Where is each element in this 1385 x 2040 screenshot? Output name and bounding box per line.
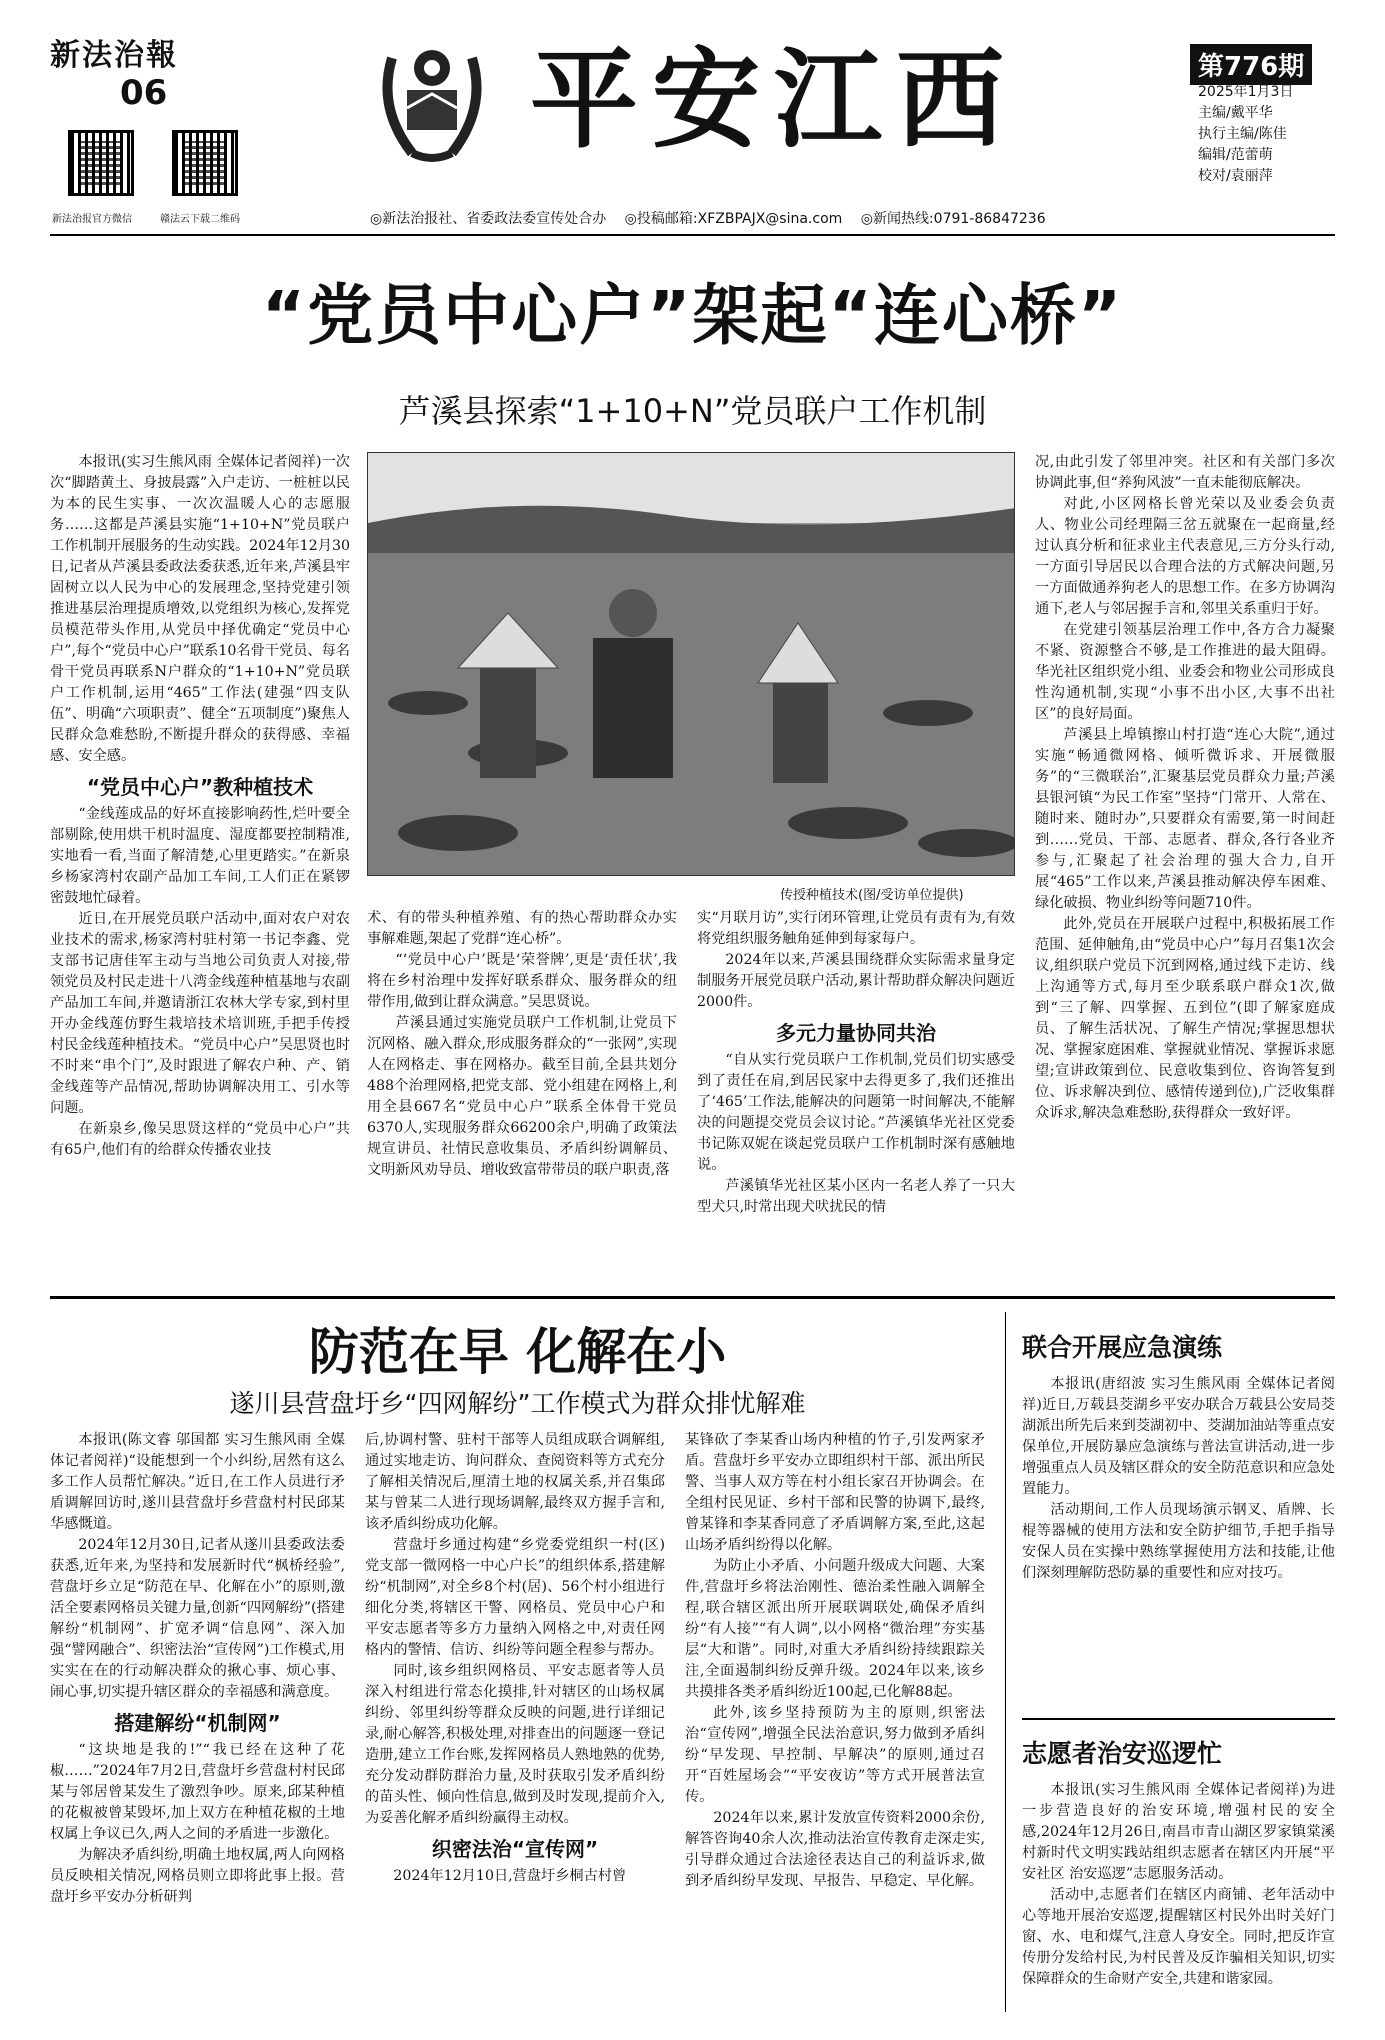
paragraph: 为防止小矛盾、小问题升级成大问题、大案件,营盘圩乡将法治刚性、德治柔性融入调解全程,联合辖区派出所开展联调联处,确保矛盾纠纷“有人接”“有人调”,以小网格“微治理”夯实基层“大和谐”。同时,对重大矛盾纠纷持续跟踪关注,全面遏制纠纷反弹升级。2024年以来,该乡共摸排各类矛盾纠纷近100起,已化解88起。: [685, 1558, 985, 1700]
article2-col1: [50, 1430, 345, 1908]
article1-col4: [1035, 452, 1335, 1124]
sidebar-divider: [1005, 1312, 1006, 2012]
issue-number: 第776期: [1190, 44, 1312, 85]
article1-subheading-1: “党员中心户”教种植技术: [86, 775, 314, 799]
paragraph: 本报讯(唐绍波 实习生熊风雨 全媒体记者阅祥)近日,万载县茭湖乡平安办联合万载县公安局茭湖派出所先后来到茭湖初中、茭湖加油站等重点安保单位,开展防暴应急演练与普法宣讲活动,进一步增强重点人员及辖区群众的安全防范意识和应急处置能力。: [1022, 1376, 1335, 1497]
paragraph: 某锋砍了李某香山场内种植的竹子,引发两家矛盾。营盘圩乡平安办立即组织村干部、派出所民警、当事人双方等在村小组长家召开协调会。在全组村民见证、乡村干部和民警的协调下,最终,曾某锋和李某香同意了矛盾调解方案,至此,这起山场矛盾纠纷得以化解。: [685, 1432, 985, 1553]
paragraph: “‘党员中心户’既是‘荣誉牌’,更是‘责任状’,我将在乡村治理中发挥好联系群众、服务群众的纽带作用,做到让群众满意。”吴思贤说。: [367, 952, 677, 1010]
article2-col3: [685, 1430, 985, 1892]
paragraph: 芦溪县上埠镇擦山村打造“连心大院”,通过实施“畅通微网格、倾听微诉求、开展微服务”的“三微联治”,汇聚基层党员群众力量;芦溪县银河镇“为民工作室”坚持“门常开、人常在、随时来、随时办”,只要群众有需要,第一时间赶到……党员、干部、志愿者、群众,各行各业齐参与,汇聚起了社会治理的强大合力,自开展“465”工作以来,芦溪县推动解决停车困难、绿化破损、物业纠纷等问题710件。: [1035, 727, 1335, 911]
article1-col3: [697, 908, 1015, 1218]
side1-headline: 联合开展应急演练: [1022, 1333, 1223, 1362]
paragraph: 近日,在开展党员联户活动中,面对农户对农业技术的需求,杨家湾村驻村第一书记李鑫、党支部书记唐佳军主动与当地公司负责人对接,带领党员及村民走进十八湾金线莲种植基地与农副产品加工车间,并邀请浙江农林大学专家,到村里开办金线莲仿野生栽培技术培训班,手把手传授村民金线莲种植技术。“党员中心户”吴思贤也时不时来“串个门”,及时跟进了解农户种、产、销金线莲等产品情况,帮助协调解决用工、引水等问题。: [50, 911, 350, 1116]
article2-col2: [365, 1430, 665, 1887]
paragraph: 实“月联月访”,实行闭环管理,让党员有责有为,有效将党组织服务触角延伸到每家每户。: [697, 910, 1015, 947]
paragraph: 此外,该乡坚持预防为主的原则,织密法治“宣传网”,增强全民法治意识,努力做到矛盾纠纷“早发现、早控制、早解决”的原则,通过召开“百姓屋场会”“平安夜访”等方式开展普法宣传。: [685, 1705, 985, 1805]
qr-code-wechat[interactable]: [68, 130, 134, 196]
masthead-left: [50, 30, 270, 112]
issue-info: [1198, 82, 1293, 187]
paragraph: 在党建引领基层治理工作中,各方合力凝聚不紧、资源整合不够,是工作推进的最大阻碍。华光社区组织党小组、业委会和物业公司形成良性沟通机制,实现“小事不出小区,大事不出社区”的良好局面。: [1035, 622, 1335, 722]
paragraph: “金线莲成品的好坏直接影响药性,烂叶要全部剔除,使用烘干机时温度、湿度都要控制精准,实地看一看,当面了解清楚,心里更踏实。”在新泉乡杨家湾村农副产品加工车间,工人们正在紧锣密鼓地忙碌着。: [50, 806, 350, 906]
paragraph: 况,由此引发了邻里冲突。社区和有关部门多次协调此事,但“养狗风波”一直未能彻底解决。: [1035, 454, 1335, 491]
article2-subheading-2: 织密法治“宣传网”: [431, 1837, 599, 1861]
paragraph: 后,协调村警、驻村干部等人员组成联合调解组,通过实地走访、询问群众、查阅资料等方式充分了解相关情况后,厘清土地的权属关系,并召集邱某与曾某二人进行现场调解,最终双方握手言和,该矛盾纠纷成功化解。: [365, 1432, 665, 1532]
side1-body: [1022, 1374, 1335, 1584]
paragraph: 2024年12月10日,营盘圩乡桐古村曾: [393, 1868, 627, 1884]
section-rule: [50, 1296, 1335, 1299]
paragraph: 2024年以来,芦溪县围绕群众实际需求量身定制服务开展党员联户活动,累计帮助群众解决问题近2000件。: [697, 952, 1015, 1010]
issue-date: 2025年1月3日: [1198, 84, 1294, 100]
paragraph: 本报讯(实习生熊风雨 全媒体记者阅祥)一次次“脚踏黄土、身披晨露”入户走访、一桩桩以民为本的民生实事、一次次温暖人心的志愿服务……这都是芦溪县实施“1+10+N”党员联户工作机制开展服务的生动实践。2024年12月30日,记者从芦溪县委政法委获悉,近年来,芦溪县牢固树立以人民为中心的发展理念,坚持党建引领推进基层治理提质增效,以党组织为核心,发挥党员模范带头作用,从党员中择优确定“党员中心户”,每个“党员中心户”联系10名骨干党员、每名骨干党员再联系N户群众的“1+10+N”党员联户工作机制,运用“465”工作法(建强“四支队伍”、明确“六项职责”、健全“五项制度”)聚焦人民群众急难愁盼,不断提升群众的获得感、幸福感、安全感。: [50, 454, 350, 764]
paragraph: “自从实行党员联户工作机制,党员们切实感受到了责任在肩,到居民家中去得更多了,我们还推出了‘465’工作法,能解决的问题第一时间解决,不能解决的问题提交党员会议讨论。”芦溪镇华光社区党委书记陈双妮在谈起党员联户工作机制时深有感触地说。: [697, 1052, 1015, 1173]
paragraph: 2024年以来,累计发放宣传资料2000余份,解答咨询40余人次,推动法治宣传教育走深走实,引导群众通过合法途径表达自己的利益诉求,做到矛盾纠纷早发现、早报告、早稳定、早化解。: [685, 1810, 985, 1889]
exec-editor: 执行主编/陈佳: [1198, 126, 1287, 142]
masthead-bar: [370, 208, 1060, 228]
chief-editor: 主编/戴平华: [1198, 105, 1273, 121]
article1-subhead: 芦溪县探索“1+10+N”党员联户工作机制: [398, 392, 987, 430]
paragraph: 在新泉乡,像吴思贤这样的“党员中心户”共有65户,他们有的给群众传播农业技: [50, 1121, 350, 1158]
article2-subheading-1: 搭建解纷“机制网”: [114, 1711, 281, 1735]
qr-code-app[interactable]: [172, 130, 238, 196]
emblem-icon: [372, 28, 492, 168]
paragraph: “这块地是我的!”“我已经在这种了花椒……”2024年7月2日,营盘圩乡营盘村村民邱某与邻居曾某发生了激烈争吵。原来,邱某种植的花椒被曾某毁坏,加上双方在种植花椒的土地权属上争议已久,两人之间的矛盾进一步激化。: [50, 1742, 345, 1842]
paragraph: 此外,党员在开展联户过程中,积极拓展工作范围、延伸触角,由“党员中心户”每月召集1次会议,组织联户党员下沉到网格,通过线下走访、线上沟通等方式,每月至少联系联户群众1次,做到“三了解、四掌握、五到位”(即了解家庭成员、了解生活状况、了解生产情况;掌握思想状况、掌握家庭困难、掌握就业情况、掌握诉求愿望;宣讲政策到位、民意收集到位、咨询答复到位、诉求解决到位、感情传递到位),广泛收集群众诉求,解决急难愁盼,获得群众一致好评。: [1035, 916, 1335, 1121]
paragraph: 本报讯(陈文睿 邬国都 实习生熊风雨 全媒体记者阅祥)“设能想到一个小纠纷,居然有这么多工作人员帮忙解决。”近日,在工作人员进行矛盾调解回访时,遂川县营盘圩乡营盘村村民邱某华感慨道。: [50, 1432, 345, 1532]
article1-col2: [367, 908, 677, 1181]
article1-headline: “党员中心户”架起“连心桥”: [261, 277, 1124, 354]
side2-headline: 志愿者治安巡逻忙: [1022, 1739, 1223, 1768]
qr2-caption: 赣法云下载二维码: [160, 214, 240, 225]
article1-photo: [367, 452, 1015, 876]
article2-subhead: 遂川县营盘圩乡“四网解纷”工作模式为群众排忧解难: [229, 1389, 806, 1418]
paragraph: 本报讯(实习生熊风雨 全媒体记者阅祥)为进一步营造良好的治安环境,增强村民的安全感,2024年12月26日,南昌市青山湖区罗家镇棠溪村新时代文明实践站组织志愿者在辖区内开展“平安社区 治安巡逻”志愿服务活动。: [1022, 1782, 1335, 1882]
paragraph: 活动中,志愿者们在辖区内商铺、老年活动中心等地开展治安巡逻,提醒辖区村民外出时关好门窗、水、电和煤气,注意人身安全。同时,把反诈宣传册分发给村民,为村民普及反诈骗相关知识,切实保障群众的生命财产安全,共建和谐家园。: [1022, 1887, 1335, 1987]
article1-col1: [50, 452, 350, 1161]
news-hotline: ◎新闻热线:0791-86847236: [860, 211, 1046, 227]
masthead-rule: [50, 234, 1335, 236]
submission-email[interactable]: ◎投稿邮箱:XFZBPAJX@sina.com: [624, 211, 843, 227]
paragraph: 对此,小区网格长曾光荣以及业委会负责人、物业公司经理隔三岔五就聚在一起商量,经过认真分析和征求业主代表意见,三方分头行动,一方面引导居民以合理合法的方式解决问题,另一方面做通养狗老人的思想工作。在多方协调沟通下,老人与邻居握手言和,邻里关系重归于好。: [1035, 496, 1335, 617]
article2-headline: 防范在早 化解在小: [308, 1322, 727, 1381]
paragraph: 活动期间,工作人员现场演示钢叉、盾牌、长棍等器械的使用方法和安全防护细节,手把手指导安保人员在实操中熟练掌握使用方法和技能,让他们深刻理解防恐防暴的重要性和应对技巧。: [1022, 1502, 1335, 1581]
paragraph: 芦溪县通过实施党员联户工作机制,让党员下沉网格、融入群众,形成服务群众的“一张网”,实现人在网格走、事在网格办。截至目前,全县共划分488个治理网格,把党支部、党小组建在网格上,利用全县667名“党员中心户”联系全体骨干党员6370人,实现服务群众66200余户,明确了政策法规宣讲员、社情民意收集员、矛盾纠纷调解员、文明新风劝导员、增收致富带带员的联户职责,落: [367, 1015, 677, 1178]
photo-caption: 传授种植技术(图/受访单位提供): [780, 888, 964, 903]
article1-subheading-2: 多元力量协同共治: [776, 1021, 936, 1045]
paragraph: 2024年12月30日,记者从遂川县委政法委获悉,近年来,为坚持和发展新时代“枫桥经验”,营盘圩乡立足“防范在早、化解在小”的原则,激活全要素网格员关键力量,创新“四网解纷”(搭建解纷“机制网”、扩宽矛调“信息网”、深入加强“譬网融合”、织密法治“宣传网”)工作模式,用实实在在的行动解决群众的揪心事、烦心事、闹心事,切实提升辖区群众的幸福感和满意度。: [50, 1537, 345, 1700]
paragraph: 为解决矛盾纠纷,明确土地权属,两人向网格员反映相关情况,网格员则立即将此事上报。营盘圩乡平安办分析研判: [50, 1847, 345, 1905]
side2-body: [1022, 1780, 1335, 1990]
paragraph: 芦溪镇华光社区某小区内一名老人养了一只大型犬只,时常出现犬吠扰民的情: [697, 1178, 1015, 1215]
paragraph: 同时,该乡组织网格员、平安志愿者等人员深入村组进行常态化摸排,针对辖区的山场权属纠纷、邻里纠纷等群众反映的问题,进行详细记录,耐心解答,积极处理,对排查出的问题逐一登记造册,建立工作台账,发挥网格员人熟地熟的优势,充分发动群防群治力量,及时获取引发矛盾纠纷的苗头性、倾向性信息,做到及时发现,提前介入,为妥善化解矛盾纠纷赢得主动权。: [365, 1663, 665, 1826]
editor: 编辑/范蕾萌: [1198, 147, 1273, 163]
paragraph: 营盘圩乡通过构建“乡党委党组织一村(区)党支部一微网格一中心户长”的组织体系,搭建解纷“机制网”,对全乡8个村(居)、56个村小组进行细化分类,将辖区干警、网格员、党员中心户和平安志愿者等多方力量纳入网格之中,对责任网格内的警情、信访、纠纷等问题全程参与帮办。: [365, 1537, 665, 1658]
proofreader: 校对/袁丽萍: [1198, 168, 1273, 184]
qr1-caption: 新法治报官方微信: [52, 214, 132, 225]
paper-title: 平安江西: [530, 37, 1019, 163]
sidebar-rule: [1022, 1718, 1335, 1720]
page-number: 06: [120, 73, 168, 113]
paragraph: 术、有的带头种植养殖、有的热心帮助群众办实事解难题,架起了党群“连心桥”。: [367, 910, 677, 947]
sponsor-text: ◎新法治报社、省委政法委宣传处合办: [370, 211, 607, 227]
paper-name: 新法治報: [50, 38, 178, 73]
